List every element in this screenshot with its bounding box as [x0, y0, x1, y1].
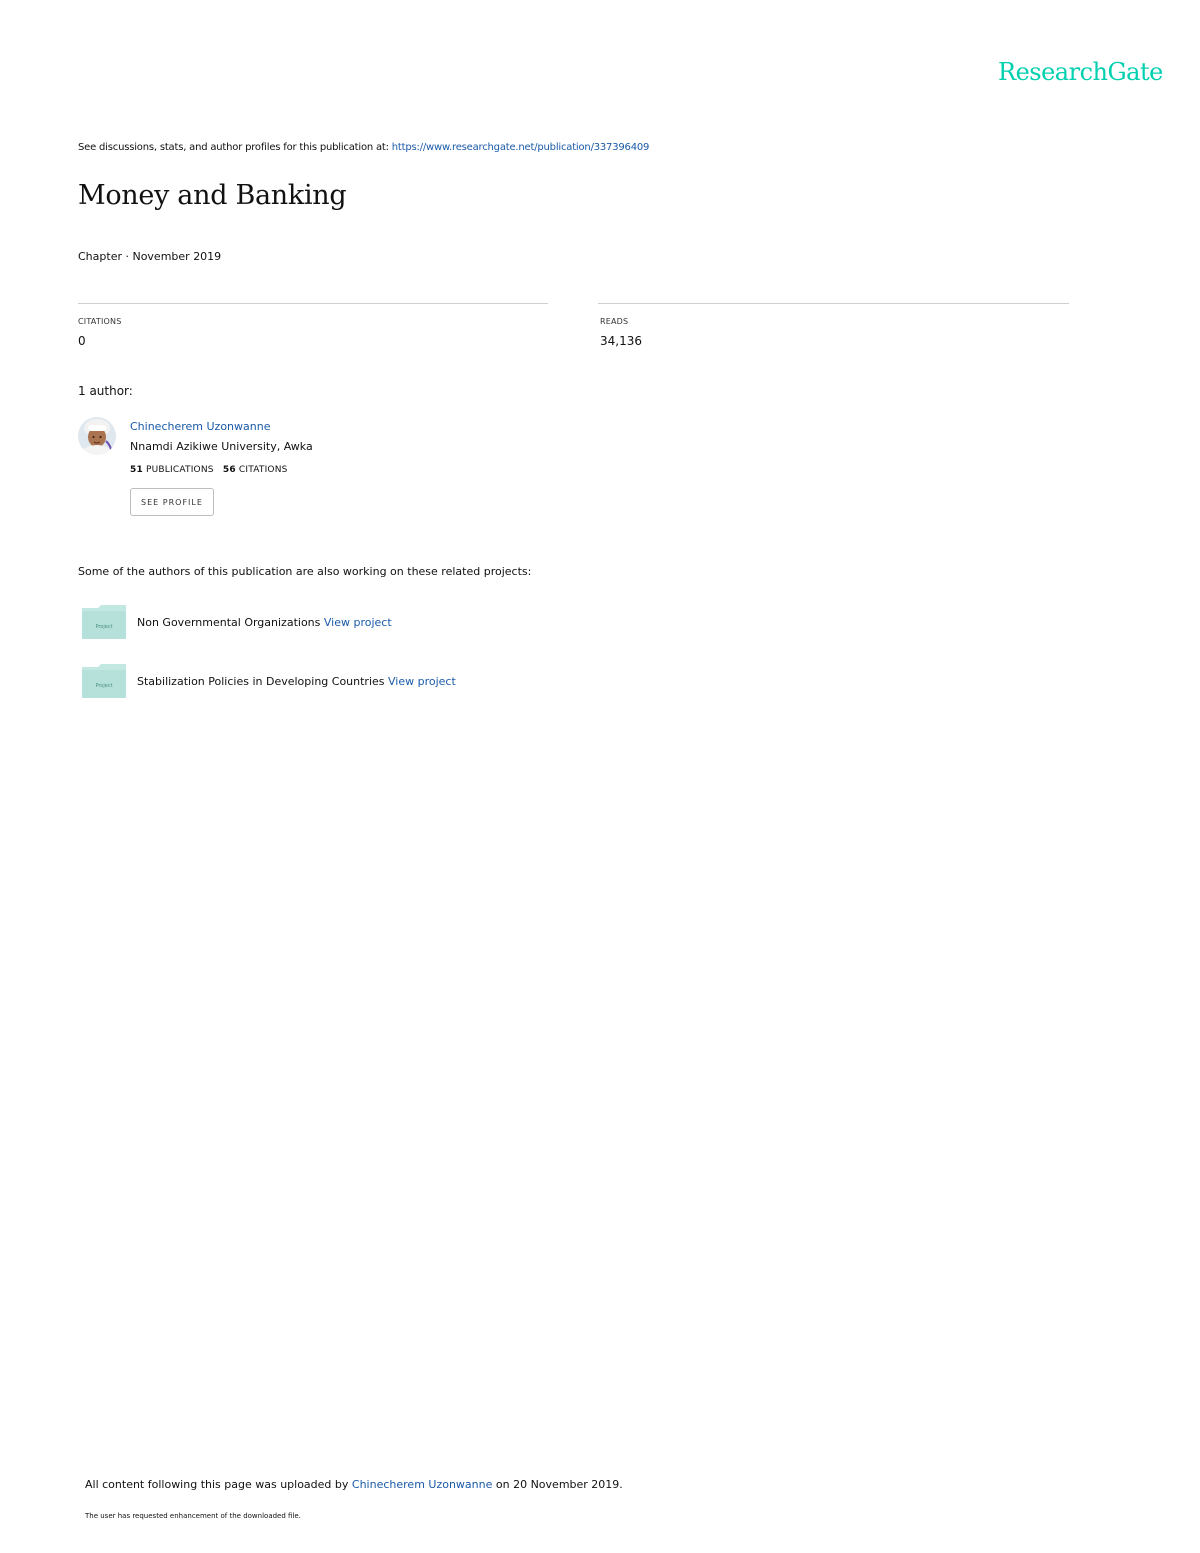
project-folder-icon	[82, 664, 126, 698]
publication-meta: Chapter · November 2019	[78, 250, 222, 263]
author-count: 1 author:	[78, 384, 133, 398]
uploader-name-link[interactable]: Chinecherem Uzonwanne	[351, 1478, 493, 1491]
project-text	[137, 616, 392, 629]
avatar-portrait-icon	[78, 417, 116, 455]
intro-text: See discussions, stats, and author profiles for this publication at:	[78, 142, 392, 153]
author-publications-label: PUBLICATIONS	[146, 465, 214, 475]
author-name-link[interactable]: Chinecherem Uzonwanne	[130, 420, 271, 433]
see-profile-button[interactable]: SEE PROFILE	[130, 488, 214, 516]
view-project-link[interactable]: View project	[323, 615, 392, 629]
upload-prefix: All content following this page was uploaded by	[85, 1478, 352, 1491]
author-avatar[interactable]	[78, 417, 116, 455]
related-projects-heading: Some of the authors of this publication are also working on these related projects:	[78, 565, 532, 578]
author-citations-label: CITATIONS	[238, 465, 288, 475]
project-item	[82, 604, 392, 640]
reads-label: READS	[600, 317, 629, 326]
author-stats	[130, 465, 288, 475]
author-publications-count: 51	[130, 465, 143, 475]
view-project-link[interactable]: View project	[388, 674, 456, 688]
project-icon-label: Project	[95, 624, 113, 630]
project-folder-icon	[82, 605, 126, 639]
researchgate-logo[interactable]: ResearchGate	[998, 58, 1163, 86]
project-name: Stabilization Policies in Developing Countries	[137, 674, 385, 688]
publication-intro-line	[78, 142, 649, 153]
project-icon-label: Project	[95, 683, 113, 689]
citations-label: CITATIONS	[78, 317, 122, 326]
enhancement-notice: The user has requested enhancement of the downloaded file.	[85, 1512, 301, 1520]
upload-notice	[85, 1478, 623, 1491]
citations-divider	[78, 303, 548, 304]
publication-url-link[interactable]: https://www.researchgate.net/publication/337396409	[391, 142, 650, 153]
publication-title: Money and Banking	[78, 180, 347, 211]
reads-divider	[598, 303, 1069, 304]
author-citations-count: 56	[222, 465, 236, 475]
project-item	[82, 663, 456, 699]
author-institution: Nnamdi Azikiwe University, Awka	[130, 440, 313, 453]
project-name: Non Governmental Organizations	[137, 615, 321, 629]
citations-value: 0	[78, 334, 86, 348]
reads-value: 34,136	[600, 334, 642, 348]
project-text	[137, 675, 456, 688]
upload-suffix: on 20 November 2019.	[492, 1478, 623, 1491]
